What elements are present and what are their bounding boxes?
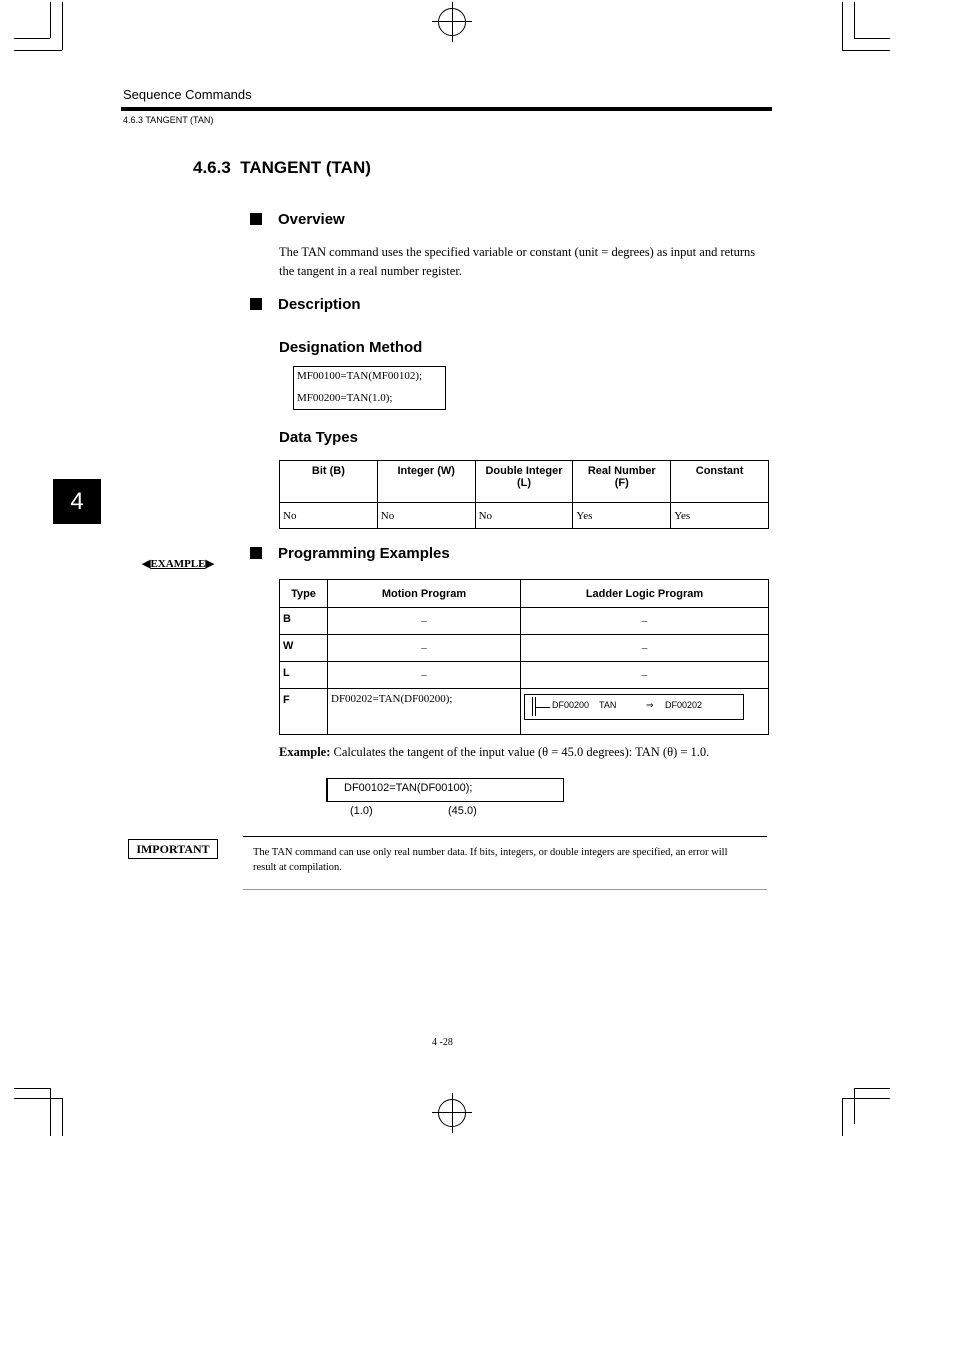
col-header-motion: Motion Program [328, 580, 521, 608]
data-type-value: No [280, 503, 378, 529]
row-type: F [280, 689, 328, 735]
example-description: Example: Calculates the tangent of the input value (θ = 45.0 degrees): TAN (θ) = 1.0. [279, 745, 710, 759]
data-types-heading: Data Types [279, 429, 358, 446]
overview-heading: Overview [250, 211, 345, 228]
data-type-header: Real Number (F) [573, 461, 671, 503]
running-title: Sequence Commands [123, 87, 252, 102]
chapter-number: 4 [70, 487, 84, 515]
programming-examples-table [279, 579, 769, 735]
triangle-right-icon: ▶ [205, 558, 214, 570]
designation-method-heading: Designation Method [279, 339, 423, 356]
chapter-tab [53, 479, 101, 524]
row-ladder: – [521, 608, 769, 635]
row-motion: – [328, 608, 521, 635]
page-number: 4 -28 [432, 1037, 453, 1048]
square-bullet-icon [250, 547, 262, 559]
row-type: L [280, 662, 328, 689]
important-text: The TAN command can use only real number data. If bits, integers, or double integers are specified, an error will result at compilation. [253, 847, 728, 873]
example-label: Example: [279, 745, 331, 759]
table-row [280, 689, 769, 735]
row-ladder: – [521, 635, 769, 662]
important-top-rule [243, 836, 767, 837]
row-motion: – [328, 662, 521, 689]
description-heading: Description [250, 296, 361, 313]
overview-text: The TAN command uses the specified variable or constant (unit = degrees) as input and returns the tangent in a real number register. [279, 245, 756, 278]
table-row [280, 662, 769, 689]
col-header-ladder: Ladder Logic Program [521, 580, 769, 608]
header-subsection: 4.6.3 TANGENT (TAN) [123, 115, 214, 125]
data-type-value: No [475, 503, 573, 529]
table-row [280, 635, 769, 662]
ladder-output: DF00202 [665, 700, 703, 710]
row-ladder: – [521, 662, 769, 689]
table-row [280, 608, 769, 635]
section-title: 4.6.3 TANGENT (TAN) [193, 158, 371, 177]
data-types-table [279, 460, 769, 529]
data-type-header: Bit (B) [280, 461, 378, 503]
row-motion: – [328, 635, 521, 662]
triangle-left-icon: ◀ [142, 558, 151, 570]
square-bullet-icon [250, 213, 262, 225]
ladder-rail-left [532, 697, 533, 716]
important-label: IMPORTANT [128, 839, 218, 859]
row-type: W [280, 635, 328, 662]
ladder-rung [536, 707, 550, 708]
square-bullet-icon [250, 298, 262, 310]
data-type-value: Yes [671, 503, 769, 529]
row-ladder-diagram-cell [521, 689, 769, 735]
data-type-value: No [377, 503, 475, 529]
important-bottom-rule [243, 889, 767, 890]
row-motion: DF00202=TAN(DF00200); [328, 689, 521, 735]
example-result-value: (1.0) [350, 805, 373, 817]
programming-examples-heading: Programming Examples [250, 545, 450, 562]
data-type-value: Yes [573, 503, 671, 529]
header-rule [121, 107, 772, 111]
example-input-value: (45.0) [448, 805, 477, 817]
data-type-header: Constant [671, 461, 769, 503]
ladder-diagram [524, 694, 744, 720]
row-type: B [280, 608, 328, 635]
ladder-input: DF00200 [552, 700, 590, 710]
arrow-right-icon: ⇒ [646, 700, 654, 710]
example-side-label: ◀EXAMPLE▶ [142, 558, 214, 570]
col-header-type: Type [280, 580, 328, 608]
data-type-header: Double Integer (L) [475, 461, 573, 503]
data-type-header: Integer (W) [377, 461, 475, 503]
example-code-box: DF00102=TAN(DF00100); [326, 778, 564, 802]
designation-code-box: MF00100=TAN(MF00102); MF00200=TAN(1.0); [293, 366, 446, 410]
ladder-op: TAN [599, 700, 617, 710]
